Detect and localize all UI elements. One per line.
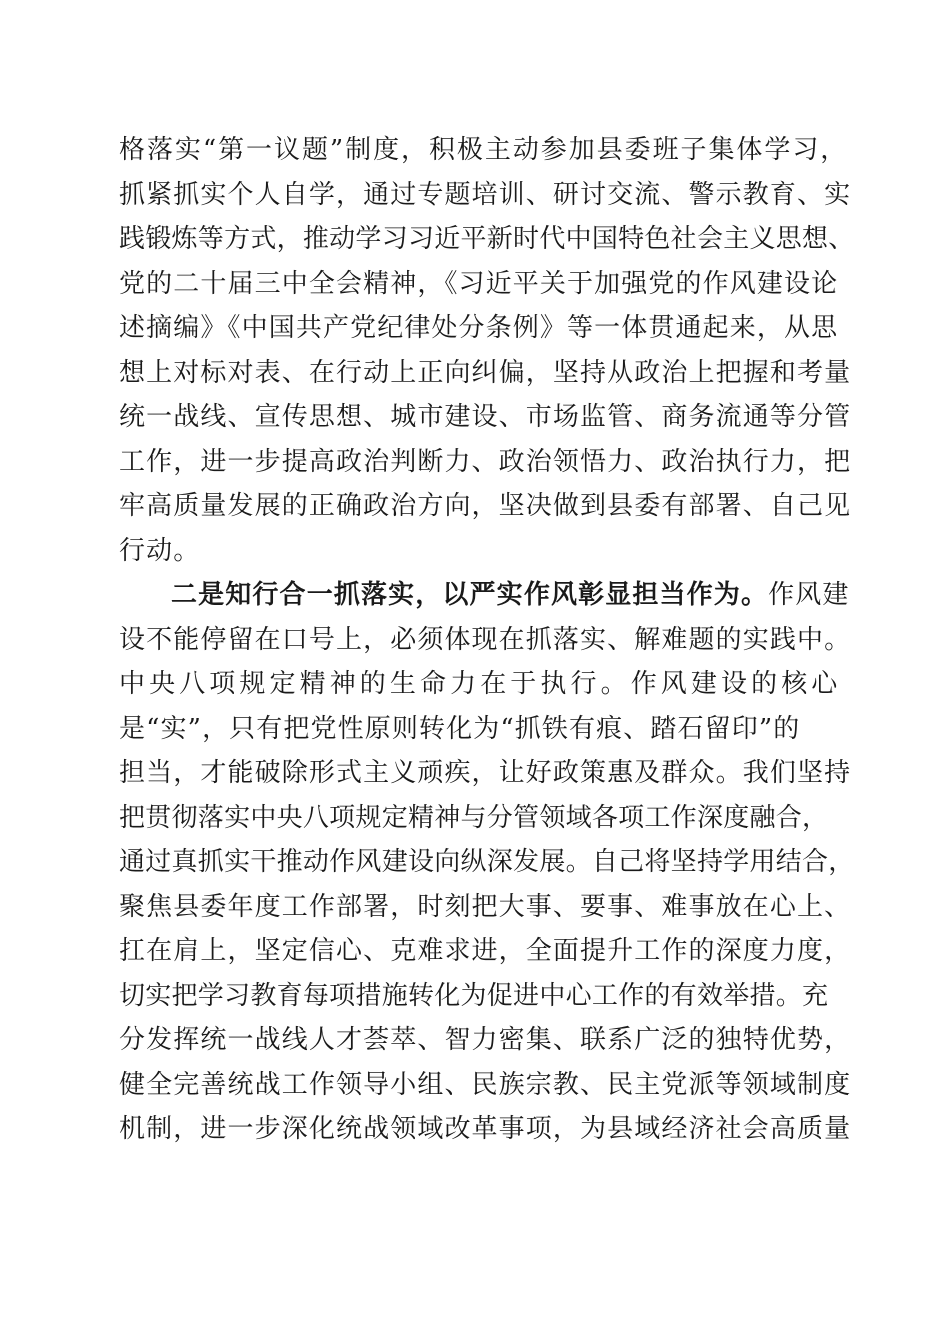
text-line: 中央八项规定精神的生命力在于执行。作风建设的核心 <box>119 669 842 699</box>
text-line: 党的二十届三中全会精神，《习近平关于加强党的作风建设论 <box>119 268 839 299</box>
text-line: 分发挥统一战线人才荟萃、智力密集、联系广泛的独特优势， <box>119 1025 852 1055</box>
text-line: 机制，进一步深化统战领域改革事项，为县域经济社会高质量 <box>119 1114 852 1144</box>
text-line: 担当，才能破除形式主义顽疾，让好政策惠及群众。我们坚持 <box>119 758 852 788</box>
text-line: 践锻炼等方式，推动学习习近平新时代中国特色社会主义思想、 <box>119 224 855 254</box>
text-line: 抓紧抓实个人自学，通过专题培训、研讨交流、警示教育、实 <box>119 179 852 210</box>
text-line: 行动。 <box>119 535 201 566</box>
text-line: 健全完善统战工作领导小组、民族宗教、民主党派等领域制度 <box>119 1069 852 1100</box>
text-line: 扛在肩上，坚定信心、克难求进，全面提升工作的深度力度， <box>119 936 852 966</box>
text-line <box>119 573 850 618</box>
text-line: 牢高质量发展的正确政治方向，坚决做到县委有部署、自己见 <box>119 491 852 521</box>
text-line: 统一战线、宣传思想、城市建设、市场监管、商务流通等分管 <box>119 402 852 432</box>
text-line: 工作，进一步提高政治判断力、政治领悟力、政治执行力，把 <box>119 446 852 477</box>
text-line: 切实把学习教育每项措施转化为促进中心工作的有效举措。充 <box>119 980 829 1011</box>
text-line: 想上对标对表、在行动上正向纠偏，坚持从政治上把握和考量 <box>119 357 852 388</box>
paragraph-1 <box>119 128 855 573</box>
paragraph-heading: 二是知行合一抓落实，以严实作风彰显担当作为。 <box>171 580 769 610</box>
text-line: 设不能停留在口号上，必须体现在抓落实、解难题的实践中。 <box>119 624 852 655</box>
text-line: 格落实“第一议题”制度，积极主动参加县委班子集体学习， <box>119 135 849 165</box>
text-line: 聚焦县委年度工作部署，时刻把大事、要事、难事放在心上、 <box>119 891 852 922</box>
text-line: 述摘编》《中国共产党纪律处分条例》等一体贯通起来，从思 <box>119 313 839 343</box>
paragraph-2 <box>119 573 855 1152</box>
body-text <box>119 128 855 1152</box>
text-line: 通过真抓实干推动作风建设向纵深发展。自己将坚持学用结合， <box>119 847 855 877</box>
text-line: 把贯彻落实中央八项规定精神与分管领域各项工作深度融合， <box>119 802 829 833</box>
heading-continuation: 作风建 <box>768 580 850 610</box>
text-line: 是“实”，只有把党性原则转化为“抓铁有痕、踏石留印”的 <box>119 713 801 744</box>
